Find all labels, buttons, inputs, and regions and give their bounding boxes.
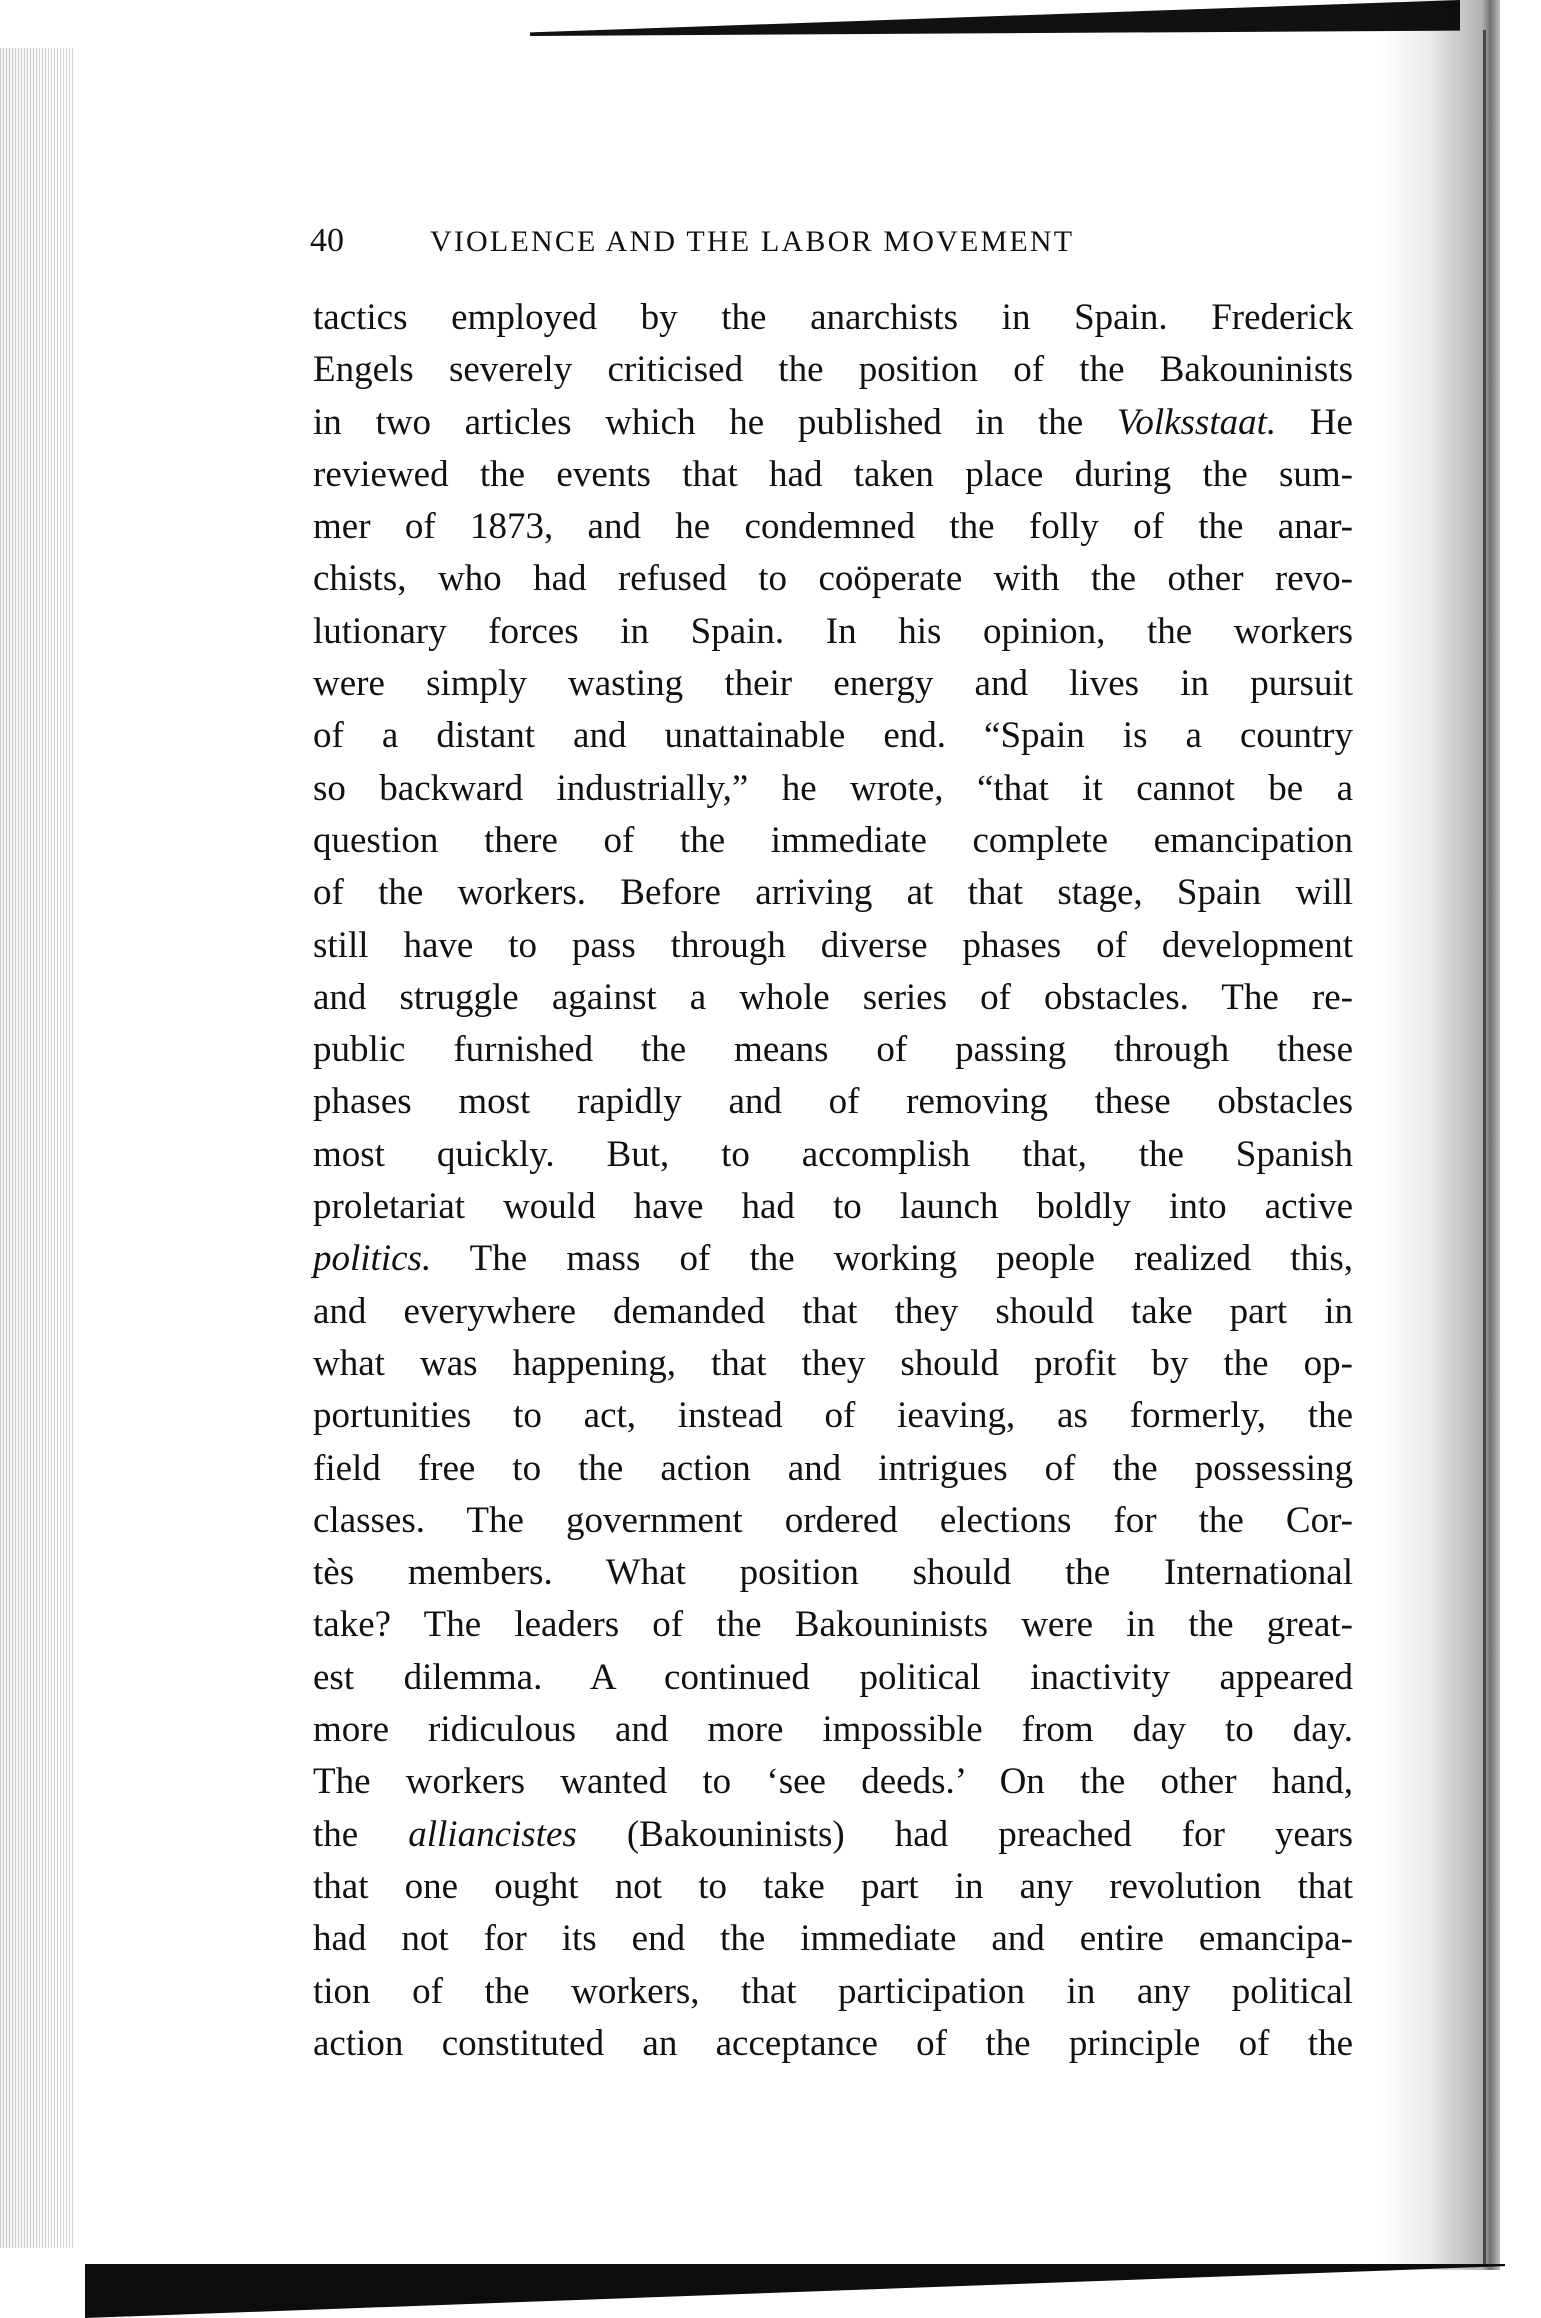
right-page-edge-shadow bbox=[1380, 0, 1500, 2270]
text-line: had not for its end the immediate and entire emancipa- bbox=[313, 1918, 1353, 1960]
text-line: of a distant and unattainable end. “Spain is a country bbox=[313, 715, 1353, 757]
text-line: most quickly. But, to accomplish that, the Spanish bbox=[313, 1133, 1353, 1175]
page-number: 40 bbox=[310, 222, 344, 259]
text-line: the alliancistes (Bakouninists) had preached for years bbox=[313, 1813, 1354, 1855]
binding-gutter bbox=[0, 48, 74, 2248]
italic-term: alliancistes bbox=[408, 1813, 577, 1855]
text-line: portunities to act, instead of ieaving, as formerly, the bbox=[313, 1395, 1353, 1437]
text-line: public furnished the means of passing through these bbox=[313, 1029, 1353, 1071]
text-line: tactics employed by the anarchists in Spain. Frederick bbox=[313, 297, 1353, 338]
bottom-scan-edge bbox=[85, 2264, 1505, 2318]
body-text bbox=[313, 292, 1353, 2070]
text-line: reviewed the events that had taken place during the sum- bbox=[313, 453, 1353, 495]
text-line: chists, who had refused to coöperate with the other revo- bbox=[313, 558, 1353, 600]
text-line: field free to the action and intrigues of the possessing bbox=[313, 1447, 1353, 1489]
text-line: that one ought not to take part in any revolution that bbox=[313, 1865, 1353, 1907]
text-line: so backward industrially,” he wrote, “that it cannot be a bbox=[313, 767, 1353, 809]
text-line: tion of the workers, that participation in any political bbox=[313, 1970, 1353, 2012]
italic-term: Volksstaat. bbox=[1116, 401, 1277, 443]
text-line: action constituted an acceptance of the principle of the bbox=[313, 2022, 1353, 2064]
top-scan-edge bbox=[530, 0, 1460, 36]
text-line: and struggle against a whole series of obstacles. The re- bbox=[313, 976, 1353, 1018]
text-line: question there of the immediate complete emancipation bbox=[313, 819, 1353, 861]
text-line: Engels severely criticised the position of the Bakouninists bbox=[313, 349, 1353, 391]
text-line: in two articles which he published in the Volksstaat. He bbox=[313, 401, 1353, 443]
text-line: The workers wanted to ‘see deeds.’ On the other hand, bbox=[313, 1761, 1353, 1803]
italic-term: politics. bbox=[313, 1238, 432, 1280]
text-line: more ridiculous and more impossible from day to day. bbox=[313, 1709, 1353, 1751]
text-line: est dilemma. A continued political inactivity appeared bbox=[313, 1656, 1353, 1698]
text-line: of the workers. Before arriving at that stage, Spain will bbox=[313, 872, 1353, 914]
text-line: phases most rapidly and of removing these obstacles bbox=[313, 1081, 1353, 1123]
text-line: classes. The government ordered elections for the Cor- bbox=[313, 1499, 1353, 1541]
text-line: take? The leaders of the Bakouninists were in the great- bbox=[313, 1604, 1353, 1646]
text-line: what was happening, that they should profit by the op- bbox=[313, 1342, 1353, 1384]
text-line: politics. The mass of the working people realized this, bbox=[313, 1238, 1353, 1280]
running-head bbox=[310, 222, 1074, 266]
text-line: mer of 1873, and he condemned the folly of the anar- bbox=[313, 506, 1353, 548]
text-line: still have to pass through diverse phases of development bbox=[313, 924, 1353, 966]
text-line: lutionary forces in Spain. In his opinion, the workers bbox=[313, 610, 1353, 652]
text-line: were simply wasting their energy and lives in pursuit bbox=[313, 663, 1353, 705]
text-line: proletariat would have had to launch boldly into active bbox=[313, 1186, 1353, 1228]
right-page-edge-line bbox=[1483, 30, 1486, 2265]
text-line: tès members. What position should the International bbox=[313, 1552, 1353, 1594]
text-line: and everywhere demanded that they should take part in bbox=[313, 1290, 1353, 1332]
running-title: VIOLENCE AND THE LABOR MOVEMENT bbox=[430, 225, 1075, 258]
